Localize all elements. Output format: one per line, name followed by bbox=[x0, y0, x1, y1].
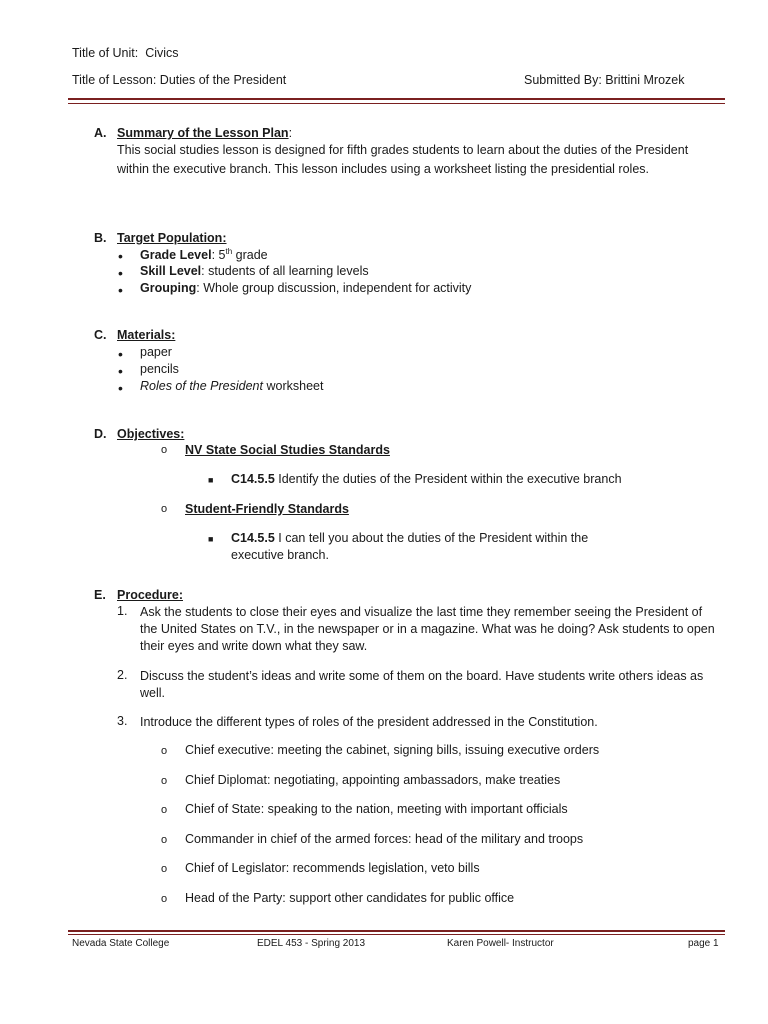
circle-bullet-icon: o bbox=[161, 745, 168, 757]
circle-bullet-icon: o bbox=[161, 775, 168, 787]
bullet-icon: • bbox=[118, 346, 123, 362]
nv-standards-title: NV State Social Studies Standards bbox=[185, 443, 390, 457]
material-item: paper bbox=[140, 345, 172, 359]
grouping-label: Grouping bbox=[140, 281, 197, 295]
lesson-label: Title of Lesson: bbox=[72, 73, 157, 87]
student-standards-title: Student-Friendly Standards bbox=[185, 502, 349, 516]
bullet-icon: • bbox=[118, 363, 123, 379]
footer-instructor: Karen Powell- Instructor bbox=[447, 938, 554, 949]
header-rule-top bbox=[68, 98, 725, 100]
circle-bullet-icon: o bbox=[161, 503, 168, 515]
student-standard-item bbox=[231, 531, 588, 545]
skill-level-value: : students of all learning levels bbox=[201, 264, 369, 278]
section-c-title: Materials: bbox=[117, 328, 176, 342]
submitted-by: Submitted By: Brittini Mrozek bbox=[524, 73, 685, 87]
circle-bullet-icon: o bbox=[161, 804, 168, 816]
footer-course: EDEL 453 - Spring 2013 bbox=[257, 938, 366, 949]
unit-label: Title of Unit: bbox=[72, 46, 139, 60]
unit-title bbox=[72, 46, 179, 60]
role-item: Chief of State: speaking to the nation, meeting with important officials bbox=[185, 802, 568, 816]
skill-level-label: Skill Level bbox=[140, 264, 202, 278]
worksheet-suffix: worksheet bbox=[263, 379, 324, 393]
bullet-icon: • bbox=[118, 380, 123, 396]
student-standard-item-cont: executive branch. bbox=[231, 548, 329, 562]
unit-value: Civics bbox=[145, 46, 179, 60]
section-e-letter: E. bbox=[94, 588, 106, 602]
section-c-letter: C. bbox=[94, 328, 107, 342]
section-a-letter: A. bbox=[94, 126, 107, 140]
standard-text: I can tell you about the duties of the President within the bbox=[274, 531, 589, 545]
role-item: Chief Diplomat: negotiating, appointing ambassadors, make treaties bbox=[185, 773, 561, 787]
grade-level-value: : 5 bbox=[211, 248, 226, 263]
grade-level-suffix: th bbox=[225, 247, 233, 256]
step-number: 3. bbox=[117, 714, 128, 728]
section-b-letter: B. bbox=[94, 231, 107, 245]
circle-bullet-icon: o bbox=[161, 444, 168, 456]
lesson-value: Duties of the President bbox=[159, 73, 287, 87]
footer-rule-top bbox=[68, 930, 725, 932]
bullet-icon: • bbox=[118, 282, 123, 298]
square-bullet-icon: ■ bbox=[208, 475, 214, 485]
worksheet-title: Roles of the President bbox=[140, 379, 263, 393]
header-rule-bottom bbox=[68, 103, 725, 104]
step-text: Ask the students to close their eyes and visualize the last time they remember seeing the President of the United States on T.V., in the newspaper or in a magazine. What was he doing? Ask students to open their eyes and write down what they saw. bbox=[140, 605, 715, 653]
standard-text: Identify the duties of the President within the executive branch bbox=[274, 472, 622, 486]
role-item: Head of the Party: support other candidates for public office bbox=[185, 891, 515, 905]
step-number: 2. bbox=[117, 668, 128, 682]
circle-bullet-icon: o bbox=[161, 863, 168, 875]
grade-level-item bbox=[140, 247, 268, 262]
section-a-colon: : bbox=[288, 126, 293, 140]
square-bullet-icon: ■ bbox=[208, 534, 214, 544]
step-number: 1. bbox=[117, 604, 128, 618]
bullet-icon: • bbox=[118, 265, 123, 281]
section-e-title: Procedure: bbox=[117, 588, 183, 602]
role-item: Chief executive: meeting the cabinet, signing bills, issuing executive orders bbox=[185, 743, 600, 757]
grade-level-post: grade bbox=[232, 248, 268, 263]
footer-rule-bottom bbox=[68, 934, 725, 935]
section-d-letter: D. bbox=[94, 427, 107, 441]
step-text: Discuss the student’s ideas and write some of them on the board. Have students write others ideas as well. bbox=[140, 669, 704, 700]
footer-college: Nevada State College bbox=[72, 938, 170, 949]
bullet-icon: • bbox=[118, 248, 123, 264]
grade-level-label: Grade Level bbox=[140, 248, 212, 263]
standard-code: C14.5.5 bbox=[231, 472, 275, 486]
role-item: Chief of Legislator: recommends legislation, veto bills bbox=[185, 861, 480, 875]
section-d-title: Objectives: bbox=[117, 427, 185, 441]
section-a-title: Summary of the Lesson Plan bbox=[117, 126, 289, 140]
material-item bbox=[140, 379, 323, 393]
grouping-item bbox=[140, 281, 471, 295]
grouping-value: : Whole group discussion, independent for activity bbox=[196, 281, 472, 295]
lesson-title bbox=[72, 73, 286, 87]
role-item: Commander in chief of the armed forces: head of the military and troops bbox=[185, 832, 584, 846]
section-a-heading bbox=[117, 126, 292, 140]
step-text: Introduce the different types of roles of the president addressed in the Constitution. bbox=[140, 715, 598, 729]
circle-bullet-icon: o bbox=[161, 893, 168, 905]
skill-level-item bbox=[140, 264, 369, 278]
standard-code: C14.5.5 bbox=[231, 531, 275, 545]
material-item: pencils bbox=[140, 362, 179, 376]
section-a-body: This social studies lesson is designed for fifth grades students to learn about the duties of the President within the executive branch. This lesson includes using a worksheet listing the presidential roles. bbox=[117, 143, 689, 176]
circle-bullet-icon: o bbox=[161, 834, 168, 846]
footer-page-number: page 1 bbox=[688, 938, 719, 949]
section-b-title: Target Population: bbox=[117, 231, 227, 245]
nv-standard-item bbox=[231, 472, 622, 486]
